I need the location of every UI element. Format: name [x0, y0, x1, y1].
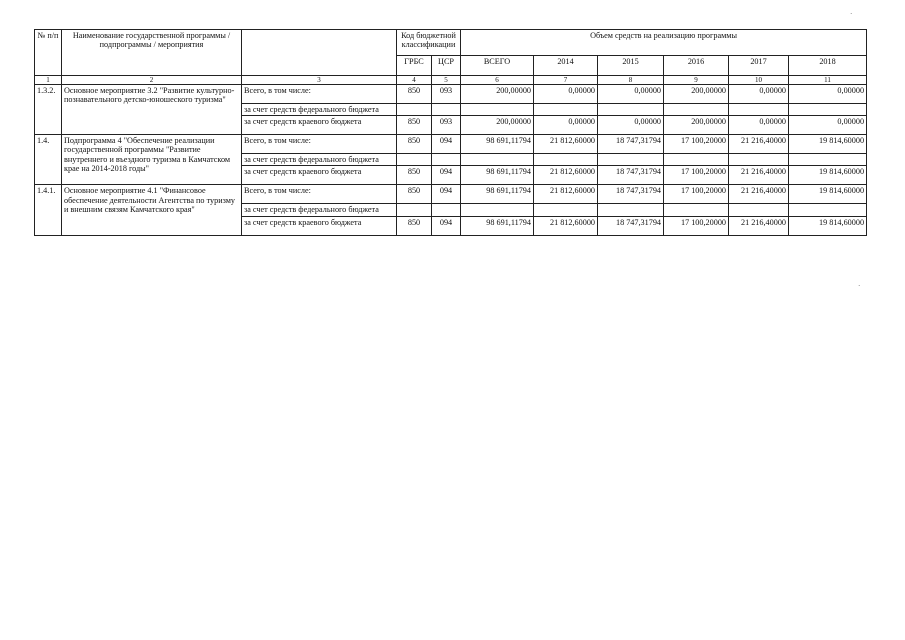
total-value: 200,00000 [461, 116, 534, 135]
year-value: 18 747,31794 [598, 135, 664, 154]
total-value [461, 154, 534, 166]
total-value: 98 691,11794 [461, 166, 534, 185]
grbs-code [397, 204, 432, 216]
csr-code [432, 154, 461, 166]
year-value: 0,00000 [534, 85, 598, 104]
column-number: 5 [432, 76, 461, 85]
year-value: 0,00000 [789, 85, 867, 104]
total-value [461, 204, 534, 216]
header-year: 2017 [729, 56, 789, 76]
row-label: за счет средств федерального бюджета [242, 204, 397, 216]
column-number: 11 [789, 76, 867, 85]
column-number: 10 [729, 76, 789, 85]
year-value: 21 216,40000 [729, 216, 789, 235]
column-number: 7 [534, 76, 598, 85]
year-value: 0,00000 [534, 116, 598, 135]
grbs-code [397, 104, 432, 116]
year-value: 18 747,31794 [598, 185, 664, 204]
header-code: Код бюджетной классификации [397, 30, 461, 56]
csr-code: 094 [432, 216, 461, 235]
year-value [789, 104, 867, 116]
year-value: 19 814,60000 [789, 166, 867, 185]
header-year: 2015 [598, 56, 664, 76]
year-value: 21 812,60000 [534, 185, 598, 204]
csr-code: 094 [432, 135, 461, 154]
grbs-code: 850 [397, 216, 432, 235]
total-value: 98 691,11794 [461, 185, 534, 204]
column-number: 1 [35, 76, 62, 85]
grbs-code: 850 [397, 166, 432, 185]
row-label: за счет средств краевого бюджета [242, 216, 397, 235]
header-csr: ЦСР [432, 56, 461, 76]
year-value: 21 216,40000 [729, 166, 789, 185]
year-value: 17 100,20000 [664, 216, 729, 235]
total-value [461, 104, 534, 116]
table-row [35, 135, 867, 154]
grbs-code: 850 [397, 135, 432, 154]
year-value [729, 104, 789, 116]
year-value [534, 154, 598, 166]
year-value: 0,00000 [598, 116, 664, 135]
year-value: 19 814,60000 [789, 135, 867, 154]
item-number: 1.4. [35, 135, 62, 185]
year-value: 21 216,40000 [729, 185, 789, 204]
row-label: за счет средств федерального бюджета [242, 154, 397, 166]
column-number: 4 [397, 76, 432, 85]
year-value: 21 812,60000 [534, 135, 598, 154]
year-value: 21 216,40000 [729, 135, 789, 154]
year-value [664, 104, 729, 116]
year-value [598, 104, 664, 116]
year-value [534, 104, 598, 116]
table-row [35, 85, 867, 104]
row-label: Всего, в том числе: [242, 85, 397, 104]
table-row [35, 185, 867, 204]
row-label: Всего, в том числе: [242, 135, 397, 154]
row-label: за счет средств краевого бюджета [242, 116, 397, 135]
year-value [729, 204, 789, 216]
row-label: за счет средств краевого бюджета [242, 166, 397, 185]
total-value: 98 691,11794 [461, 216, 534, 235]
header-total: ВСЕГО [461, 56, 534, 76]
column-number: 3 [242, 76, 397, 85]
year-value: 0,00000 [598, 85, 664, 104]
item-number: 1.3.2. [35, 85, 62, 135]
total-value: 98 691,11794 [461, 135, 534, 154]
budget-table [34, 29, 867, 236]
year-value: 21 812,60000 [534, 166, 598, 185]
year-value [534, 204, 598, 216]
item-number: 1.4.1. [35, 185, 62, 235]
year-value: 0,00000 [789, 116, 867, 135]
csr-code: 094 [432, 166, 461, 185]
csr-code: 093 [432, 116, 461, 135]
year-value [598, 154, 664, 166]
year-value: 0,00000 [729, 85, 789, 104]
item-name: Подпрограмма 4 "Обеспечение реализации государственной программы "Развитие внутреннего и въездного туризма в Камчатском крае на 2014-2018 годы" [62, 135, 242, 185]
csr-code [432, 104, 461, 116]
year-value: 18 747,31794 [598, 166, 664, 185]
csr-code: 094 [432, 185, 461, 204]
year-value [789, 154, 867, 166]
item-name: Основное мероприятие 3.2 "Развитие культурно-познавательного детско-юношеского туризма" [62, 85, 242, 135]
header-name: Наименование государственной программы / подпрограммы / мероприятия [62, 30, 242, 76]
year-value: 200,00000 [664, 116, 729, 135]
grbs-code: 850 [397, 185, 432, 204]
year-value: 0,00000 [729, 116, 789, 135]
year-value: 17 100,20000 [664, 135, 729, 154]
year-value: 21 812,60000 [534, 216, 598, 235]
row-label: за счет средств федерального бюджета [242, 104, 397, 116]
year-value [664, 154, 729, 166]
grbs-code: 850 [397, 116, 432, 135]
header-year: 2018 [789, 56, 867, 76]
column-number: 2 [62, 76, 242, 85]
item-name: Основное мероприятие 4.1 "Финансовое обеспечение деятельности Агентства по туризму и внешним связям Камчатского края" [62, 185, 242, 235]
column-number: 9 [664, 76, 729, 85]
year-value [789, 204, 867, 216]
year-value: 17 100,20000 [664, 185, 729, 204]
row-label: Всего, в том числе: [242, 185, 397, 204]
year-value: 18 747,31794 [598, 216, 664, 235]
column-number: 6 [461, 76, 534, 85]
total-value: 200,00000 [461, 85, 534, 104]
year-value: 19 814,60000 [789, 216, 867, 235]
scan-mark: · [858, 282, 861, 290]
header-grbs: ГРБС [397, 56, 432, 76]
scan-mark: · [850, 10, 853, 18]
year-value: 17 100,20000 [664, 166, 729, 185]
header-year: 2016 [664, 56, 729, 76]
year-value: 19 814,60000 [789, 185, 867, 204]
column-number: 8 [598, 76, 664, 85]
column-number-row [35, 76, 867, 85]
year-value [598, 204, 664, 216]
header-num: № п/п [35, 30, 62, 76]
csr-code: 093 [432, 85, 461, 104]
grbs-code: 850 [397, 85, 432, 104]
year-value [664, 204, 729, 216]
grbs-code [397, 154, 432, 166]
csr-code [432, 204, 461, 216]
year-value: 200,00000 [664, 85, 729, 104]
header-volumes: Объем средств на реализацию программы [461, 30, 867, 56]
header-year: 2014 [534, 56, 598, 76]
header-empty [242, 30, 397, 76]
year-value [729, 154, 789, 166]
